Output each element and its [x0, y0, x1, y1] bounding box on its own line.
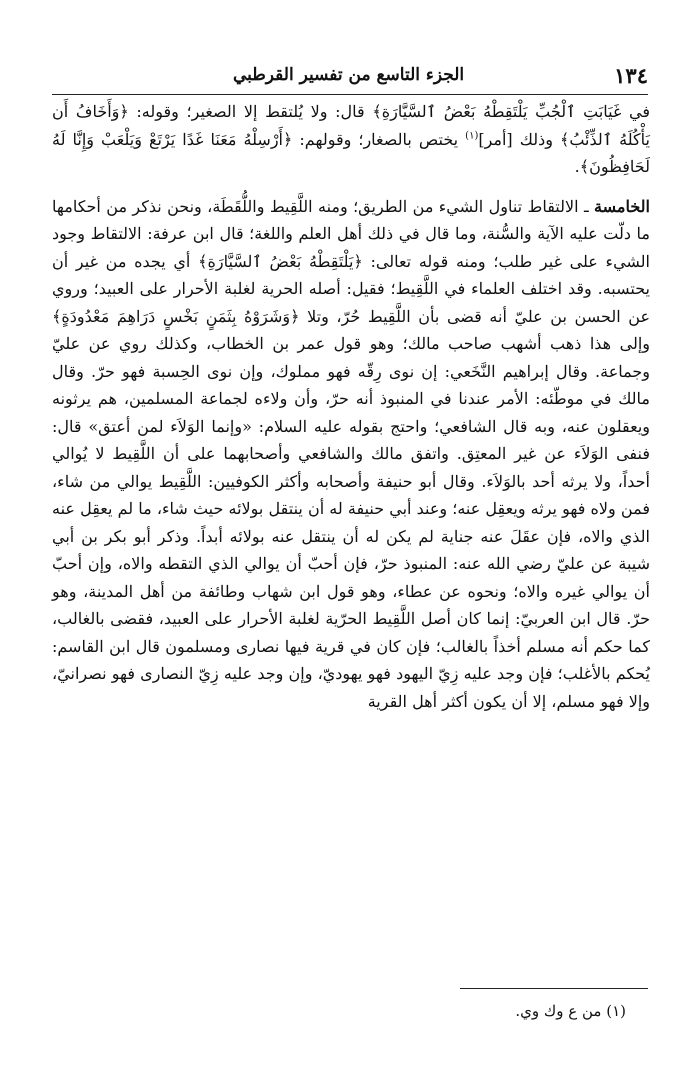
- paragraph-text-after: يختص بالصغار؛ وقولهم: ﴿أَرْسِلْهُ مَعَنَا غَدًا يَرْتَعْ وَيَلْعَبْ وَإِنَّا لَهُ لَحَافِظُونَ﴾.: [52, 129, 650, 176]
- paragraph-fifth-issue: [52, 193, 650, 716]
- running-title: الجزء التاسع من تفسير القرطبي: [232, 65, 465, 85]
- header-rule: [52, 94, 648, 95]
- paragraph-text: في غَيَابَتِ ٱلْجُبِّ يَلْتَقِطْهُ بَعْضُ ٱلسَّيَّارَةِ﴾ قال: ولا يُلتقط إلا الصغير؛ وقوله: ﴿وَأَخَافُ أَن يَأْكُلَهُ ٱلذِّئْبُ﴾ وذلك [أمر]: [52, 102, 651, 149]
- footnote-rule: [460, 988, 648, 989]
- paragraph-continuation: [52, 98, 650, 181]
- page-body: [52, 98, 650, 715]
- footnote: (١) من ع وك وي.: [515, 1002, 626, 1020]
- section-lead-word: الخامسة: [594, 196, 650, 216]
- footnote-reference: (١): [465, 130, 479, 142]
- page-header: [52, 60, 648, 90]
- page-number: ١٣٤: [614, 62, 648, 88]
- paragraph-text: ـ الالتقاط تناول الشيء من الطريق؛ ومنه اللَّقِيط واللُّقَطَة، ونحن نذكر من أحكامها ما دلّت عليه الآية والسُّنة، وما قال في ذلك أهل العلم واللغة؛ قال ابن عرفة: الالتقاط وجود الشيء على غير طلب؛ ومنه قوله تعالى: ﴿يَلْتَقِطْهُ بَعْضُ ٱلسَّيَّارَةِ﴾ أي يجده من غير أن يحتسبه. وقد اختلف العلماء في اللَّقِيط؛ فقيل: أصله الحرية لغلبة الأحرار على العبيد؛ وروي عن الحسن بن عليّ أنه قضى بأن اللَّقِيط حُرّ، وتلا ﴿وَشَرَوْهُ بِثَمَنٍ بَخْسٍ دَرَاهِمَ مَعْدُودَةٍ﴾ وإلى هذا ذهب أشهب صاحب مالك؛ وهو قول عمر بن الخطاب، وكذلك روي عن عليّ وجماعة. وقال إبراهيم النَّخَعي: إن نوى رِقّه فهو مملوك، وإن نوى الحِسبة فهو حرّ. وقال مالك في موطّئه: الأمر عندنا في المنبوذ أنه حرّ، وأن ولاءه لجماعة المسلمين، هم يرثونه ويعقلون عنه، وبه قال الشافعي؛ واحتج بقوله عليه السلام: «وإنما الوَلاَء لمن أعتق» قال: فنفى الوَلاَء عن غير المعتِق. واتفق مالك والشافعي وأصحابهما على أن اللَّقِيط لا يُوالي أحداً، ولا يرثه أحد بالوَلاَء. وقال أبو حنيفة وأصحابه وأكثر الكوفيين: اللَّقِيط يوالي من شاء، فمن ولاه فهو يرثه ويعقِل عنه؛ وعند أبي حنيفة له أن ينتقل بولائه حيث شاء، ما لم يعقِل عنه الذي والاه، فإن عقَلَ عنه جناية لم يكن له أن ينتقل عنه بولائه أبداً. وذكر أبو بكر بن أبي شيبة عن عليّ رضي الله عنه: المنبوذ حرّ، فإن أحبّ أن يوالي الذي التقطه والاه، وإن أحبّ أن يوالي غيره والاه؛ ونحوه عن عطاء، وهو قول ابن شهاب وطائفة من أهل المدينة، وهو حرّ. قال ابن العربيّ: إنما كان أصل اللَّقِيط الحرّية لغلبة الأحرار على العبيد، فقضى بالغالب، كما حكم أنه مسلم أخذاً بالغالب؛ فإن كان في قرية فيها نصارى ومسلمون قال ابن القاسم: يُحكم بالأغلب؛ فإن وجد عليه زِيّ اليهود فهو يهوديّ، وإن وجد عليه زِيّ النصارى فهو نصرانيّ، وإلا فهو مسلم، إلا أن يكون أكثر أهل القرية: [52, 196, 651, 711]
